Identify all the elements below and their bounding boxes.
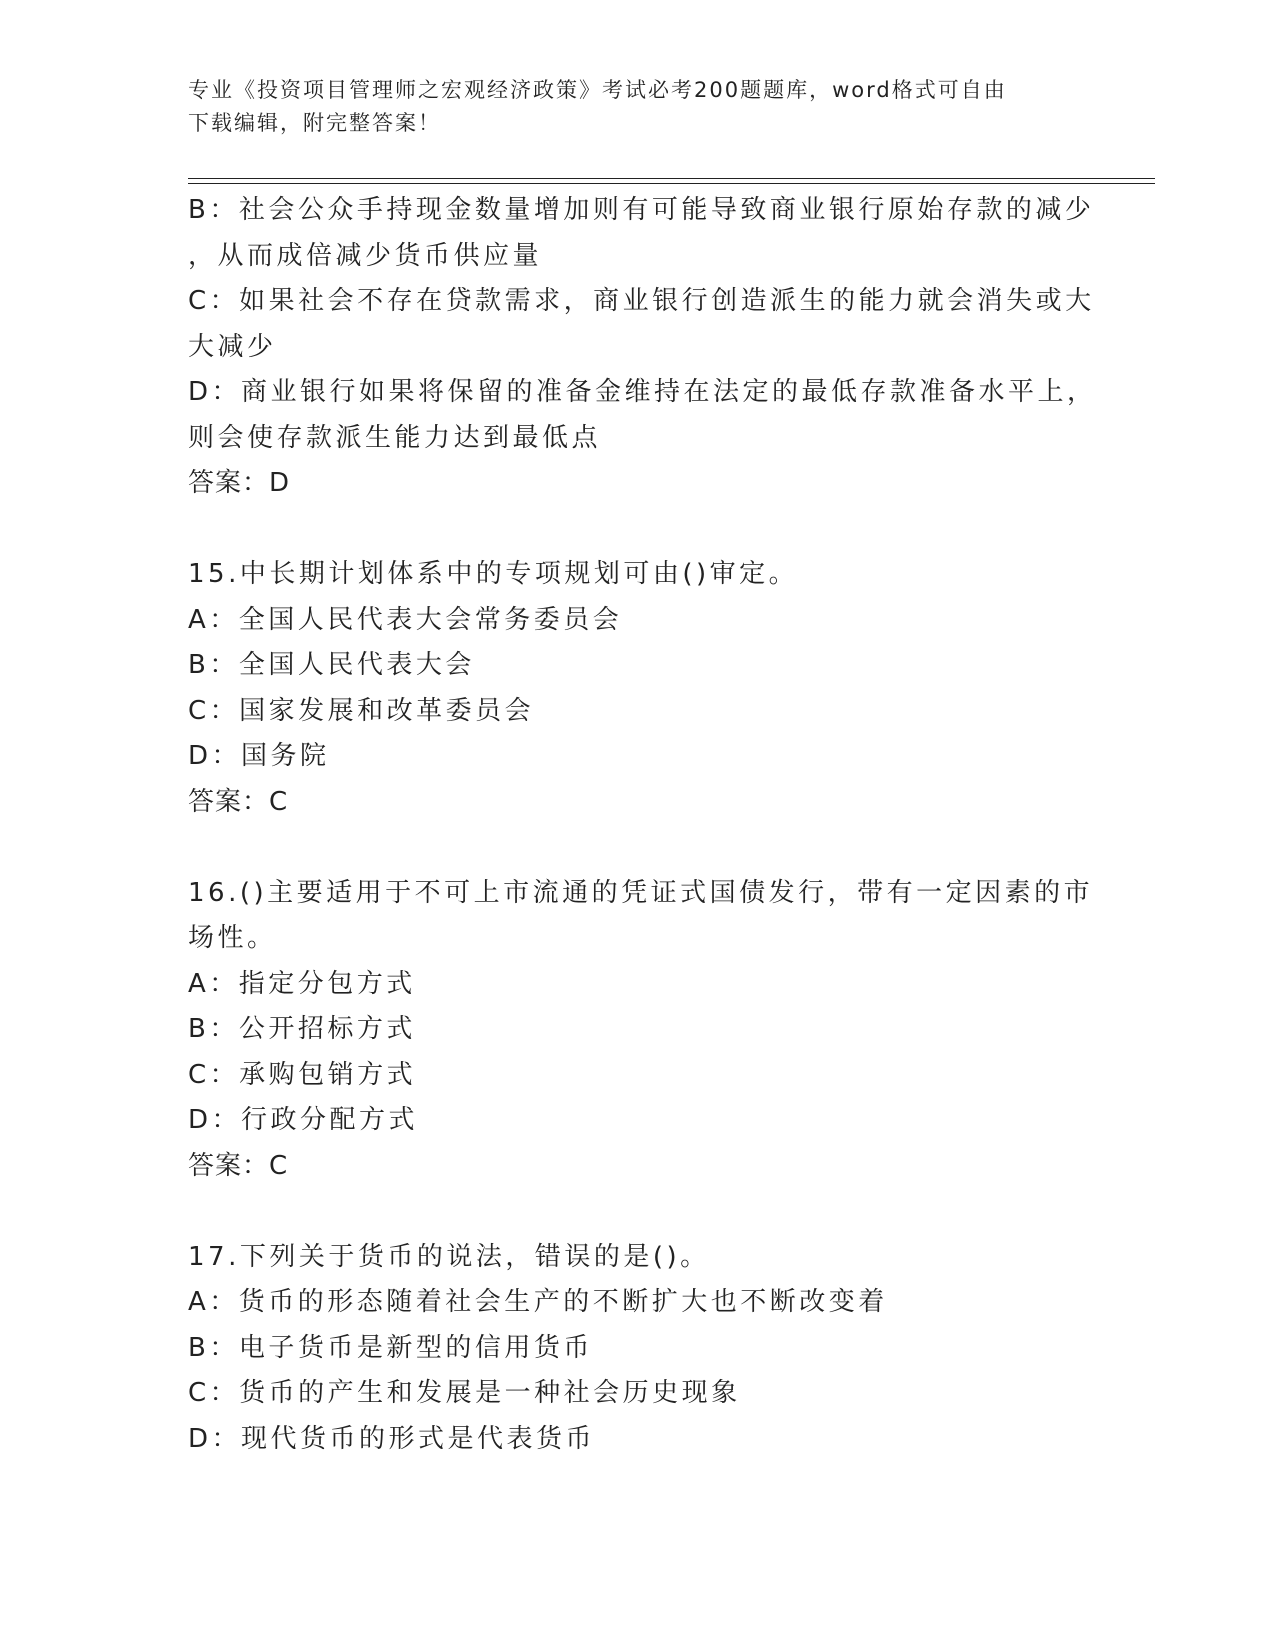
header-line-1: 专业《投资项目管理师之宏观经济政策》考试必考200题题库，word格式可自由 [188,78,1007,102]
question-stem: 15.中长期计划体系中的专项规划可由()审定。 [188,559,799,589]
option-a: A：全国人民代表大会常务委员会 [188,604,623,635]
question-stem: 17.下列关于货币的说法，错误的是()。 [188,1241,710,1272]
option-c: C：国家发展和改革委员会 [188,695,535,726]
question-stem-line-2: 场性。 [188,923,277,953]
question-17 [188,1235,1148,1463]
option-d-line-1: D：商业银行如果将保留的准备金维持在法定的最低存款准备水平上， [188,377,1097,407]
header-line-2: 下载编辑，附完整答案！ [188,111,441,135]
option-a: A：货币的形态随着社会生产的不断扩大也不断改变着 [188,1287,888,1317]
header-divider-bottom [188,183,1155,184]
option-c: C：承购包销方式 [188,1059,417,1090]
option-d: D：国务院 [188,741,330,771]
option-a: A：指定分包方式 [188,968,416,999]
option-c-line-2: 大减少 [188,331,277,362]
option-b: B：全国人民代表大会 [188,650,475,680]
option-b: B：电子货币是新型的信用货币 [188,1332,593,1363]
document-header [188,74,1088,140]
question-15 [188,552,1148,825]
option-d: D：现代货币的形式是代表货币 [188,1423,596,1454]
answer-line: 答案：C [188,786,289,817]
option-c: C：货币的产生和发展是一种社会历史现象 [188,1378,741,1408]
option-b-line-2: ，从而成倍减少货币供应量 [188,240,543,271]
answer-line: 答案：D [188,468,291,498]
document-body [188,188,1148,1462]
question-spacer [188,507,1148,553]
option-c-line-1: C：如果社会不存在贷款需求，商业银行创造派生的能力就会消失或大 [188,286,1095,316]
option-b-line-1: B：社会公众手持现金数量增加则有可能导致商业银行原始存款的减少 [188,195,1095,225]
question-14-continued [188,188,1148,507]
question-spacer [188,825,1148,871]
question-spacer [188,1189,1148,1235]
question-stem-line-1: 16.()主要适用于不可上市流通的凭证式国债发行，带有一定因素的市 [188,877,1094,908]
header-divider-top [188,178,1155,179]
option-d-line-2: 则会使存款派生能力达到最低点 [188,422,602,453]
option-d: D：行政分配方式 [188,1105,419,1135]
question-16 [188,871,1148,1190]
option-b: B：公开招标方式 [188,1014,416,1044]
answer-line: 答案：C [188,1150,289,1181]
